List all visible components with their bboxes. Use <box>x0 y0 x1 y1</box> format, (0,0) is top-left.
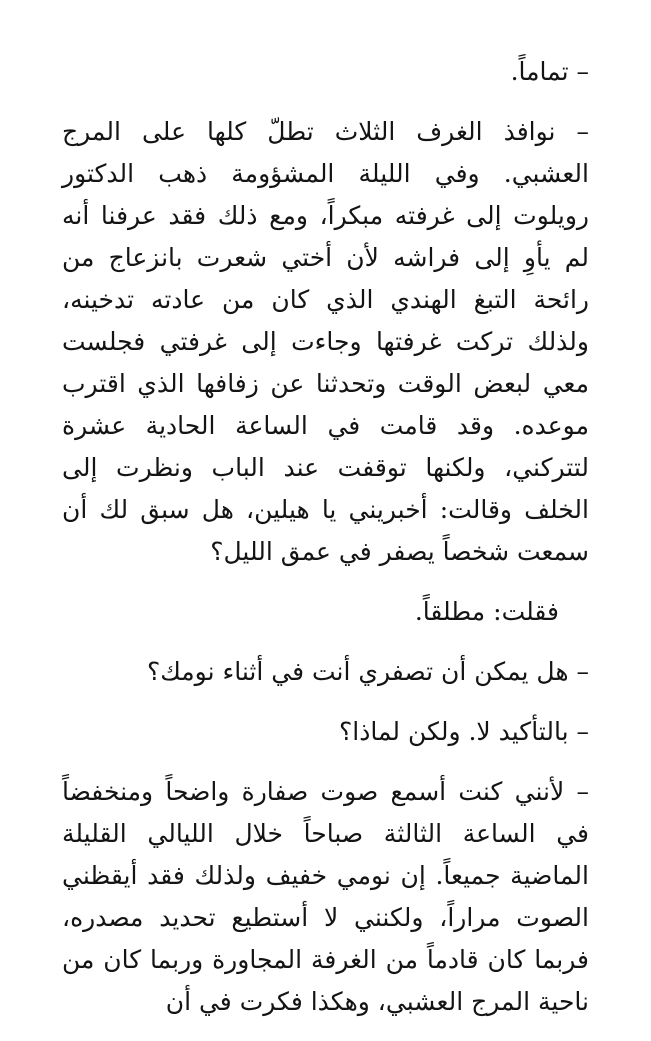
paragraph-3: فقلت: مطلقاً. <box>414 597 559 626</box>
paragraph-6: – لأنني كنت أسمع صوت صفارة واضحاً ومنخفضاً في الساعة الثالثة صباحاً خلال الليالي القليلة الماضية جميعاً. إن نومي خفيف ولذلك فقد أيقظني الصوت مراراً، ولكنني لا أستطيع تحديد مصدره، فربما كان قادماً من الغرفة المجاورة وربما كان من ناحية المرج العشبي، وهكذا فكرت في أن <box>62 777 589 1016</box>
body-text <box>62 51 589 1041</box>
paragraph-5: – بالتأكيد لا. ولكن لماذا؟ <box>339 717 589 746</box>
paragraph-4: – هل يمكن أن تصفري أنت في أثناء نومك؟ <box>146 657 589 686</box>
paragraph-1: – تماماً. <box>510 57 589 86</box>
paragraph-2: – نوافذ الغرف الثلاث تطلّ كلها على المرج العشبي. وفي الليلة المشؤومة ذهب الدكتور رويلوت إلى غرفته مبكراً، ومع ذلك فقد عرفنا أنه لم يأوِ إلى فراشه لأن أختي شعرت بانزعاج من رائحة التبغ الهندي الذي كان من عادته تدخينه، ولذلك تركت غرفتها وجاءت إلى غرفتي فجلست معي لبعض الوقت وتحدثنا عن زفافها الذي اقترب موعده. وقد قامت في الساعة الحادية عشرة لتتركني، ولكنها توقفت عند الباب ونظرت إلى الخلف وقالت: أخبريني يا هيلين، هل سبق لك أن سمعت شخصاً يصفر في عمق الليل؟ <box>62 117 589 566</box>
